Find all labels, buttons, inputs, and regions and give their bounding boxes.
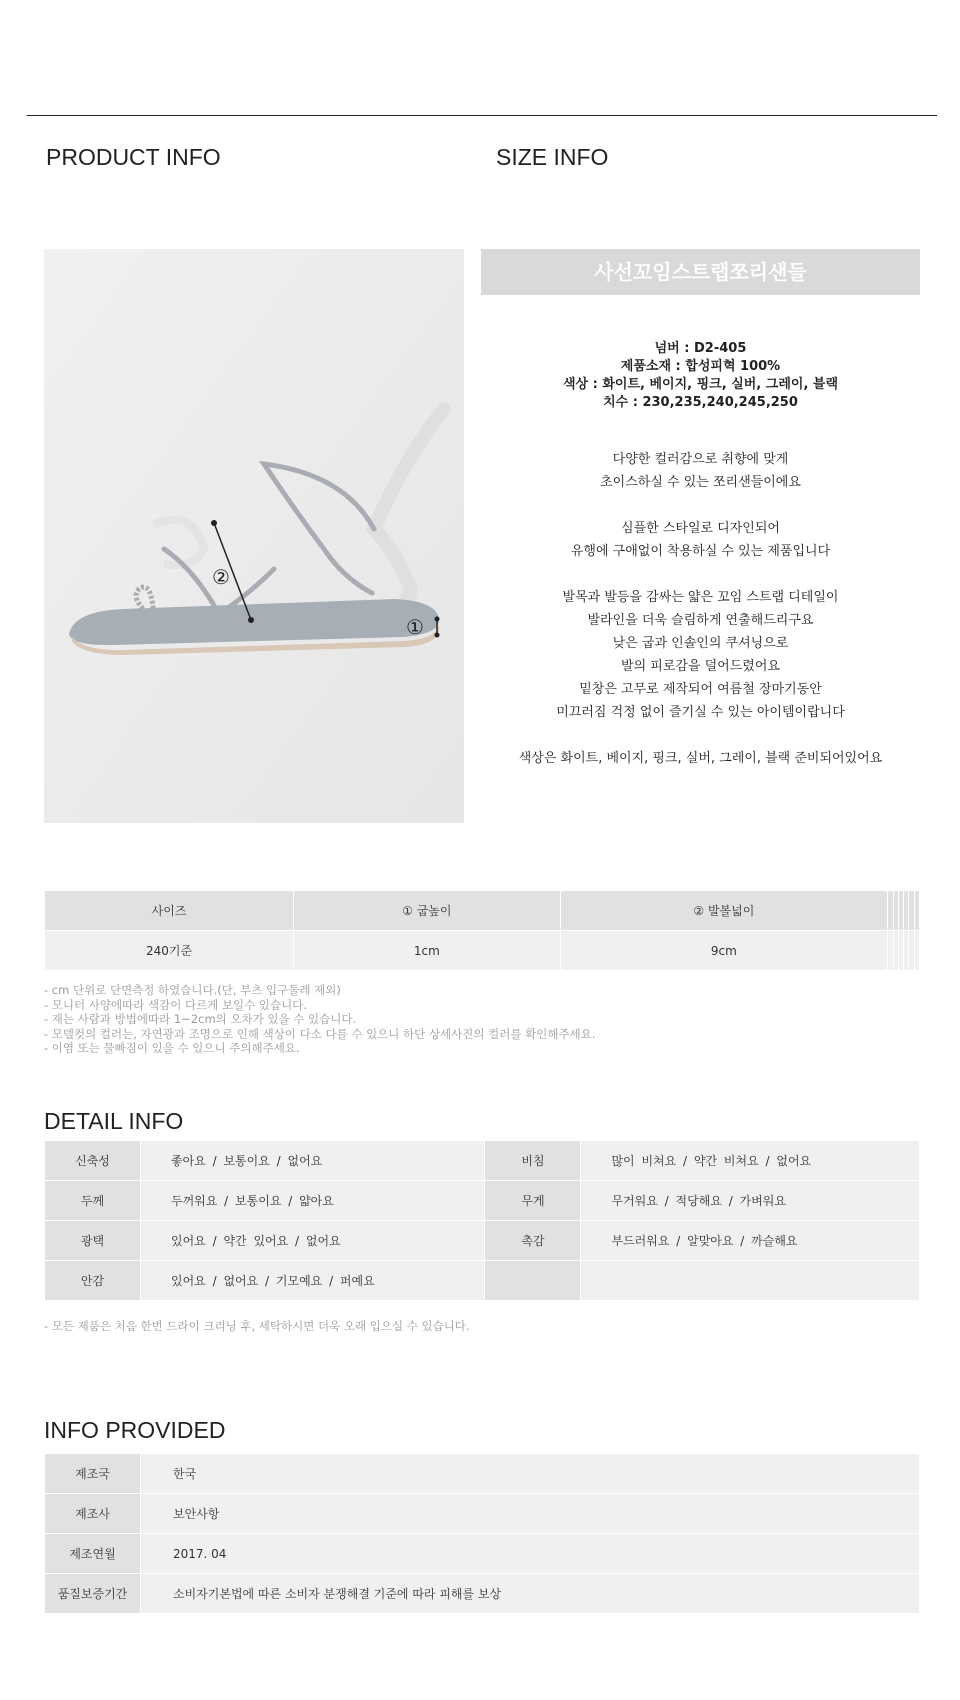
desc-line: 미끄러짐 걱정 없이 즐기실 수 있는 아이템이랍니다 (556, 705, 845, 720)
product-info-heading: PRODUCT INFO (46, 144, 221, 170)
product-description (481, 448, 920, 770)
detail-row (45, 1261, 920, 1301)
desc-line: 발목과 발등을 감싸는 얇은 꼬임 스트랩 디테일이 (562, 590, 839, 605)
size-header-cell: ① 굽높이 (294, 891, 560, 931)
size-note: - cm 단위로 단면측정 하였습니다.(단, 부츠 입구둘레 제외) (44, 983, 341, 997)
detail-info-heading: DETAIL INFO (44, 1108, 184, 1134)
desc-line: 다양한 컬러감으로 취향에 맞게 (612, 452, 789, 467)
info-row (45, 1534, 920, 1574)
desc-line: 밑창은 고무로 제작되어 여름철 장마기동안 (579, 682, 822, 697)
size-notes (44, 983, 595, 1056)
desc-spacer (481, 724, 920, 747)
size-note: - 이염 또는 물빠짐이 있을 수 있으니 주의해주세요. (44, 1041, 300, 1055)
size-header-cell: 사이즈 (45, 891, 294, 931)
info-row (45, 1574, 920, 1614)
size-info-heading: SIZE INFO (496, 144, 609, 170)
spec-sizes: 치수 : 230,235,240,245,250 (603, 395, 798, 410)
detail-label: 무게 (485, 1181, 581, 1221)
detail-label: 두께 (45, 1181, 141, 1221)
size-table-row (45, 931, 920, 971)
detail-table (44, 1140, 920, 1301)
detail-value: 있어요 / 약간 있어요 / 없어요 (141, 1221, 485, 1261)
detail-value: 많이 비쳐요 / 약간 비쳐요 / 없어요 (581, 1141, 920, 1181)
size-cell: 240기준 (45, 931, 294, 971)
marker-1: ① (406, 615, 424, 639)
info-label: 품질보증기간 (45, 1574, 141, 1614)
desc-line: 초이스하실 수 있는 쪼리샌들이에요 (600, 475, 801, 490)
spec-material: 제품소재 : 합성피혁 100% (620, 359, 781, 374)
detail-note-text: - 모든 제품은 처음 한번 드라이 크리닝 후, 세탁하시면 더욱 오래 입으실 수 있습니다. (44, 1319, 470, 1333)
spec-number: 넘버 : D2-405 (654, 341, 747, 356)
desc-line: 발의 피로감을 덜어드렸어요 (621, 659, 780, 674)
size-cell: 9cm (560, 931, 888, 971)
size-table (44, 890, 920, 971)
detail-value: 무거워요 / 적당해요 / 가벼워요 (581, 1181, 920, 1221)
detail-label (485, 1261, 581, 1301)
desc-spacer (481, 494, 920, 517)
desc-spacer (481, 563, 920, 586)
detail-row (45, 1221, 920, 1261)
size-table-header-row (45, 891, 920, 931)
detail-row (45, 1141, 920, 1181)
size-cell: 1cm (294, 931, 560, 971)
info-label: 제조국 (45, 1454, 141, 1494)
detail-row (45, 1181, 920, 1221)
detail-value: 부드러워요 / 알맞아요 / 까슬해요 (581, 1221, 920, 1261)
desc-line: 낮은 굽과 인솔인의 쿠셔닝으로 (612, 636, 789, 651)
desc-line: 유행에 구애없이 착용하실 수 있는 제품입니다 (570, 544, 831, 559)
desc-line: 심플한 스타일로 디자인되어 (621, 521, 780, 536)
size-note: - 재는 사람과 방법에따라 1~2cm의 오차가 있을 수 있습니다. (44, 1012, 357, 1026)
info-label: 제조사 (45, 1494, 141, 1534)
size-note: - 모델컷의 컬러는, 자연광과 조명으로 인해 색상이 다소 다를 수 있으니 하단 상세사진의 컬러를 확인해주세요. (44, 1026, 596, 1041)
desc-line: 발라인을 더욱 슬림하게 연출해드리구요 (587, 613, 814, 628)
size-note: - 모니터 사양에따라 색감이 다르게 보일수 있습니다. (44, 997, 308, 1012)
size-cell (914, 931, 919, 971)
detail-value: 두꺼워요 / 보통이요 / 얇아요 (141, 1181, 485, 1221)
detail-label: 촉감 (485, 1221, 581, 1261)
marker-2: ② (212, 565, 230, 589)
product-specs (481, 340, 920, 412)
info-value: 한국 (141, 1454, 920, 1494)
info-provided-table (44, 1453, 920, 1614)
info-row (45, 1454, 920, 1494)
info-label: 제조연월 (45, 1534, 141, 1574)
size-header-cell: ② 발볼넓이 (560, 891, 888, 931)
detail-label: 안감 (45, 1261, 141, 1301)
info-value: 소비자기본법에 따른 소비자 분쟁해결 기준에 따라 피해를 보상 (141, 1574, 920, 1614)
detail-value: 좋아요 / 보통이요 / 없어요 (141, 1141, 485, 1181)
size-header-cell (914, 891, 919, 931)
detail-value: 있어요 / 없어요 / 기모예요 / 퍼예요 (141, 1261, 485, 1301)
sandal-illustration (44, 249, 464, 823)
detail-label: 신축성 (45, 1141, 141, 1181)
detail-value (581, 1261, 920, 1301)
detail-label: 비침 (485, 1141, 581, 1181)
info-provided-heading: INFO PROVIDED (44, 1417, 226, 1443)
info-row (45, 1494, 920, 1534)
info-value: 2017. 04 (141, 1534, 920, 1574)
desc-line: 색상은 화이트, 베이지, 핑크, 실버, 그레이, 블랙 준비되어있어요 (518, 751, 883, 766)
info-value: 보안사항 (141, 1494, 920, 1534)
detail-label: 광택 (45, 1221, 141, 1261)
product-name-banner: 사선꼬임스트랩쪼리샌들 (481, 249, 920, 295)
spec-colors: 색상 : 화이트, 베이지, 핑크, 실버, 그레이, 블랙 (562, 377, 839, 392)
product-photo (44, 249, 464, 823)
top-divider (27, 115, 937, 116)
detail-note (44, 1319, 470, 1334)
